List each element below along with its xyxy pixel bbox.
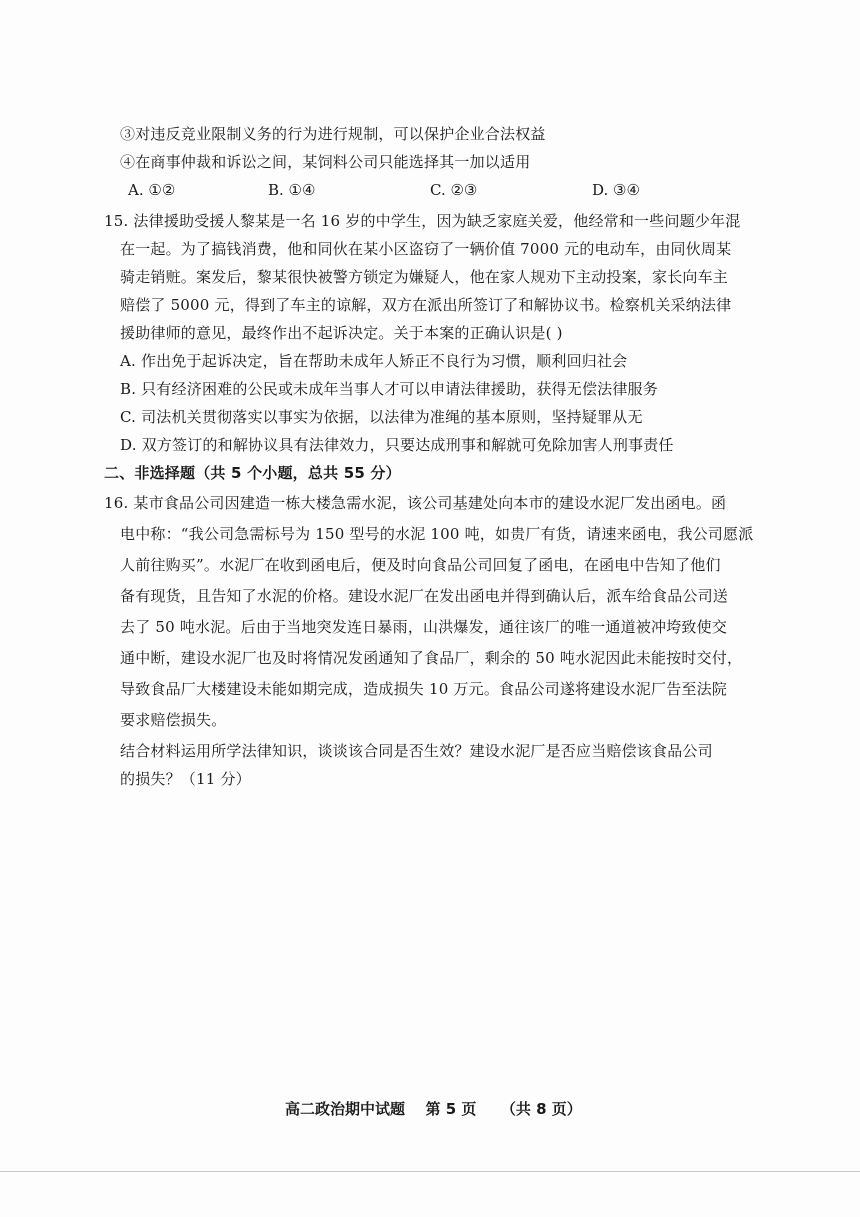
q15-stem-line-3: 骑走销赃。案发后，黎某很快被警方锁定为嫌疑人，他在家人规劝下主动投案，家长向车主 (120, 268, 729, 286)
q14-statement-3: ③对违反竞业限制义务的行为进行规制，可以保护企业合法权益 (120, 125, 546, 143)
q15-option-c: C. 司法机关贯彻落实以事实为依据，以法律为准绳的基本原则，坚持疑罪从无 (120, 408, 643, 426)
q16-material-line-3: 人前往购买”。水泥厂在收到函电后，便及时向食品公司回复了函电，在函电中告知了他们 (120, 556, 721, 574)
q16-material-line-6: 通中断，建设水泥厂也及时将情况发函通知了食品厂，剩余的 50 吨水泥因此未能按时交付， (120, 649, 743, 667)
q15-option-a: A. 作出免于起诉决定，旨在帮助未成年人矫正不良行为习惯，顺利回归社会 (120, 352, 628, 370)
q15-stem-line-5: 援助律师的意见，最终作出不起诉决定。关于本案的正确认识是( ) (120, 324, 563, 342)
section-2-heading: 二、非选择题（共 5 个小题，总共 55 分） (104, 464, 401, 482)
q14-choice-d: D. ③④ (592, 181, 640, 199)
q16-material-line-4: 备有现货，且告知了水泥的价格。建设水泥厂在发出函电并得到确认后，派车给食品公司送 (120, 587, 729, 605)
q16-question-line-1: 结合材料运用所学法律知识，谈谈该合同是否生效？建设水泥厂是否应当赔偿该食品公司 (120, 742, 713, 760)
q16-material-line-2: 电中称：“我公司急需标号为 150 型号的水泥 100 吨，如贵厂有货，请速来函电，我公司愿派 (120, 525, 754, 543)
q16-question-line-2: 的损失？（11 分） (120, 770, 251, 788)
q16-material-line-1: 16. 某市食品公司因建造一栋大楼急需水泥，该公司基建处向本市的建设水泥厂发出函电。函 (104, 494, 727, 512)
footer-total-pages: （共 8 页） (500, 1100, 582, 1118)
q16-material-line-5: 去了 50 吨水泥。后由于当地突发连日暴雨，山洪爆发，通往该厂的唯一通道被冲垮致使交 (120, 618, 728, 636)
q15-option-d: D. 双方签订的和解协议具有法律效力，只要达成刑事和解就可免除加害人刑事责任 (120, 436, 674, 454)
footer-page-number: 第 5 页 (425, 1100, 477, 1118)
q14-statement-4: ④在商事仲裁和诉讼之间，某饲料公司只能选择其一加以适用 (120, 153, 531, 171)
q15-stem-line-2: 在一起。为了搞钱消费，他和同伙在某小区盗窃了一辆价值 7000 元的电动车，由同伙周某 (120, 240, 732, 258)
scan-edge-line (0, 1171, 860, 1172)
q15-stem-line-1: 15. 法律援助受援人黎某是一名 16 岁的中学生，因为缺乏家庭关爱，他经常和一些问题少年混 (104, 212, 741, 230)
q15-option-b: B. 只有经济困难的公民或未成年当事人才可以申请法律援助，获得无偿法律服务 (120, 380, 658, 398)
q14-choice-c: C. ②③ (430, 181, 478, 199)
page-footer (285, 1099, 582, 1119)
footer-exam-title: 高二政治期中试题 (285, 1100, 406, 1118)
q14-choice-a: A. ①② (128, 181, 176, 199)
q14-choice-b: B. ①④ (268, 181, 316, 199)
q16-material-line-8: 要求赔偿损失。 (120, 711, 227, 729)
q16-material-line-7: 导致食品厂大楼建设未能如期完成，造成损失 10 万元。食品公司遂将建设水泥厂告至法院 (120, 680, 728, 698)
q15-stem-line-4: 赔偿了 5000 元，得到了车主的谅解，双方在派出所签订了和解协议书。检察机关采纳法律 (120, 296, 732, 314)
